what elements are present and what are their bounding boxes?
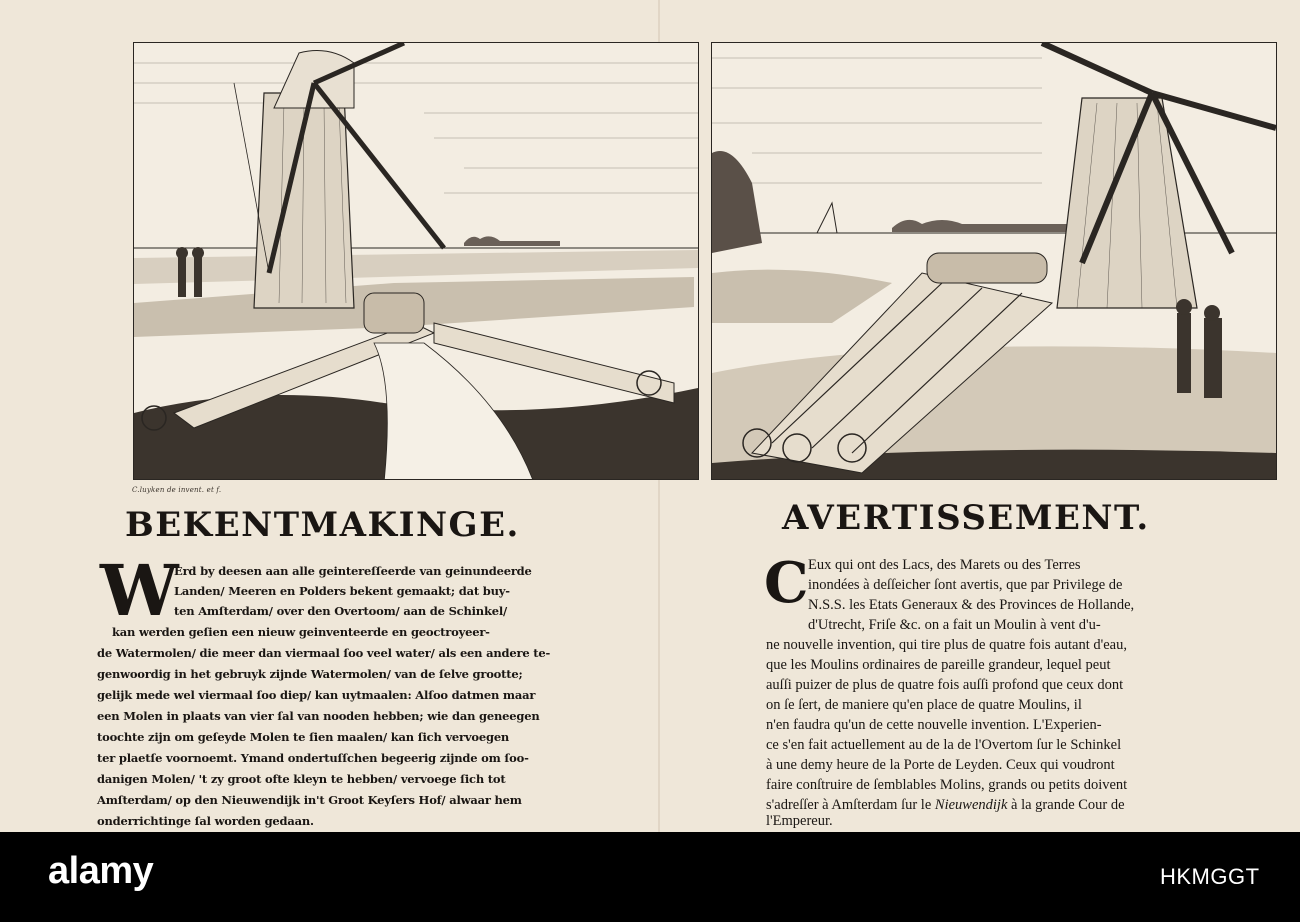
dutch-line: de Watermolen/ die meer dan viermaal ſoo veel water/ als een andere te- xyxy=(97,646,551,660)
french-line xyxy=(766,797,1125,814)
french-line: N.S.S. les Etats Generaux & des Provinces de Hollande, xyxy=(808,597,1135,613)
french-line: faire conſtruire de ſemblables Molins, grands ou petits doivent xyxy=(766,777,1128,793)
french-line: auſſi puizer de plus de quatre fois auſſi profond que ceux dont xyxy=(766,677,1124,693)
french-line: Eux qui ont des Lacs, des Marets ou des Terres xyxy=(808,557,1081,573)
french-line: n'en faudra qu'un de cette nouvelle invention. L'Experien- xyxy=(766,717,1102,733)
french-line: à une demy heure de la Porte de Leyden. Ceux qui voudront xyxy=(766,757,1115,773)
engraver-signature: C.luyken de invent. et f. xyxy=(132,486,222,494)
french-line: ne nouvelle invention, qui tire plus de quatre fois autant d'eau, xyxy=(766,637,1127,653)
dutch-line: ten Amſterdam/ over den Overtoom/ aan de Schinkel/ xyxy=(174,604,508,618)
french-line: d'Utrecht, Friſe &c. on a fait un Moulin à vent d'u- xyxy=(808,617,1101,633)
dutch-drop-cap: W xyxy=(100,549,179,632)
french-drop-cap: C xyxy=(764,550,809,616)
engraving-right-illustration xyxy=(712,43,1276,479)
french-line: que les Moulins ordinaires de pareille grandeur, lequel peut xyxy=(766,657,1111,673)
dutch-line: Amſterdam/ op den Nieuwendijk in't Groot Keyſers Hof/ alwaar hem xyxy=(97,793,522,807)
engraving-left-illustration xyxy=(134,43,698,479)
watermark-banner xyxy=(0,832,1300,922)
dutch-line: danigen Molen/ 't zy groot ofte kleyn te hebben/ vervoege ſich tot xyxy=(97,772,506,786)
french-line: l'Empereur. xyxy=(766,813,833,829)
dutch-line: Erd by deesen aan alle geintereſſeerde van geinundeerde xyxy=(174,564,532,578)
dutch-line: toochte zijn om geſeyde Molen te ſien maalen/ kan ſich vervoegen xyxy=(97,730,510,744)
windmill-engraving-right xyxy=(711,42,1277,480)
image-id: HKMGGT xyxy=(1160,864,1260,889)
dutch-line: Landen/ Meeren en Polders bekent gemaakt; dat buy- xyxy=(174,584,510,598)
nieuwendijk-place-name: Nieuwendijk xyxy=(934,797,1008,813)
windmill-engraving-left xyxy=(133,42,699,480)
dutch-line: genwoordig in het gebruyk zijnde Watermolen/ van de ſelve grootte; xyxy=(97,667,523,681)
dutch-line: gelijk mede wel viermaal ſoo diep/ kan uytmaalen: Alſoo datmen maar xyxy=(97,688,536,702)
dutch-line: een Molen in plaats van vier ſal van nooden hebben; wie dan geneegen xyxy=(97,709,540,723)
french-line: inondées à deſſeicher ſont avertis, que par Privilege de xyxy=(808,577,1123,593)
dutch-title: BEKENTMAKINGE. xyxy=(125,505,520,545)
dutch-line: kan werden geſien een nieuw geinventeerde en geoctroyeer- xyxy=(112,625,490,639)
french-line-end: à la grande Cour de xyxy=(1011,797,1125,813)
french-line-start: s'adreſſer à Amſterdam ſur le xyxy=(766,797,932,813)
french-title: AVERTISSEMENT. xyxy=(782,498,1150,538)
dutch-line: ter plaetſe voornoemt. Ymand ondertuſſchen begeerig zijnde om ſoo- xyxy=(97,751,529,765)
french-line: on ſe ſert, de maniere qu'en place de quatre Moulins, il xyxy=(766,697,1082,713)
french-line: ce s'en fait actuellement au de la de l'Overtom ſur le Schinkel xyxy=(766,737,1122,753)
dutch-line: onderrichtinge ſal worden gedaan. xyxy=(97,814,314,828)
alamy-logo: alamy xyxy=(48,850,154,892)
